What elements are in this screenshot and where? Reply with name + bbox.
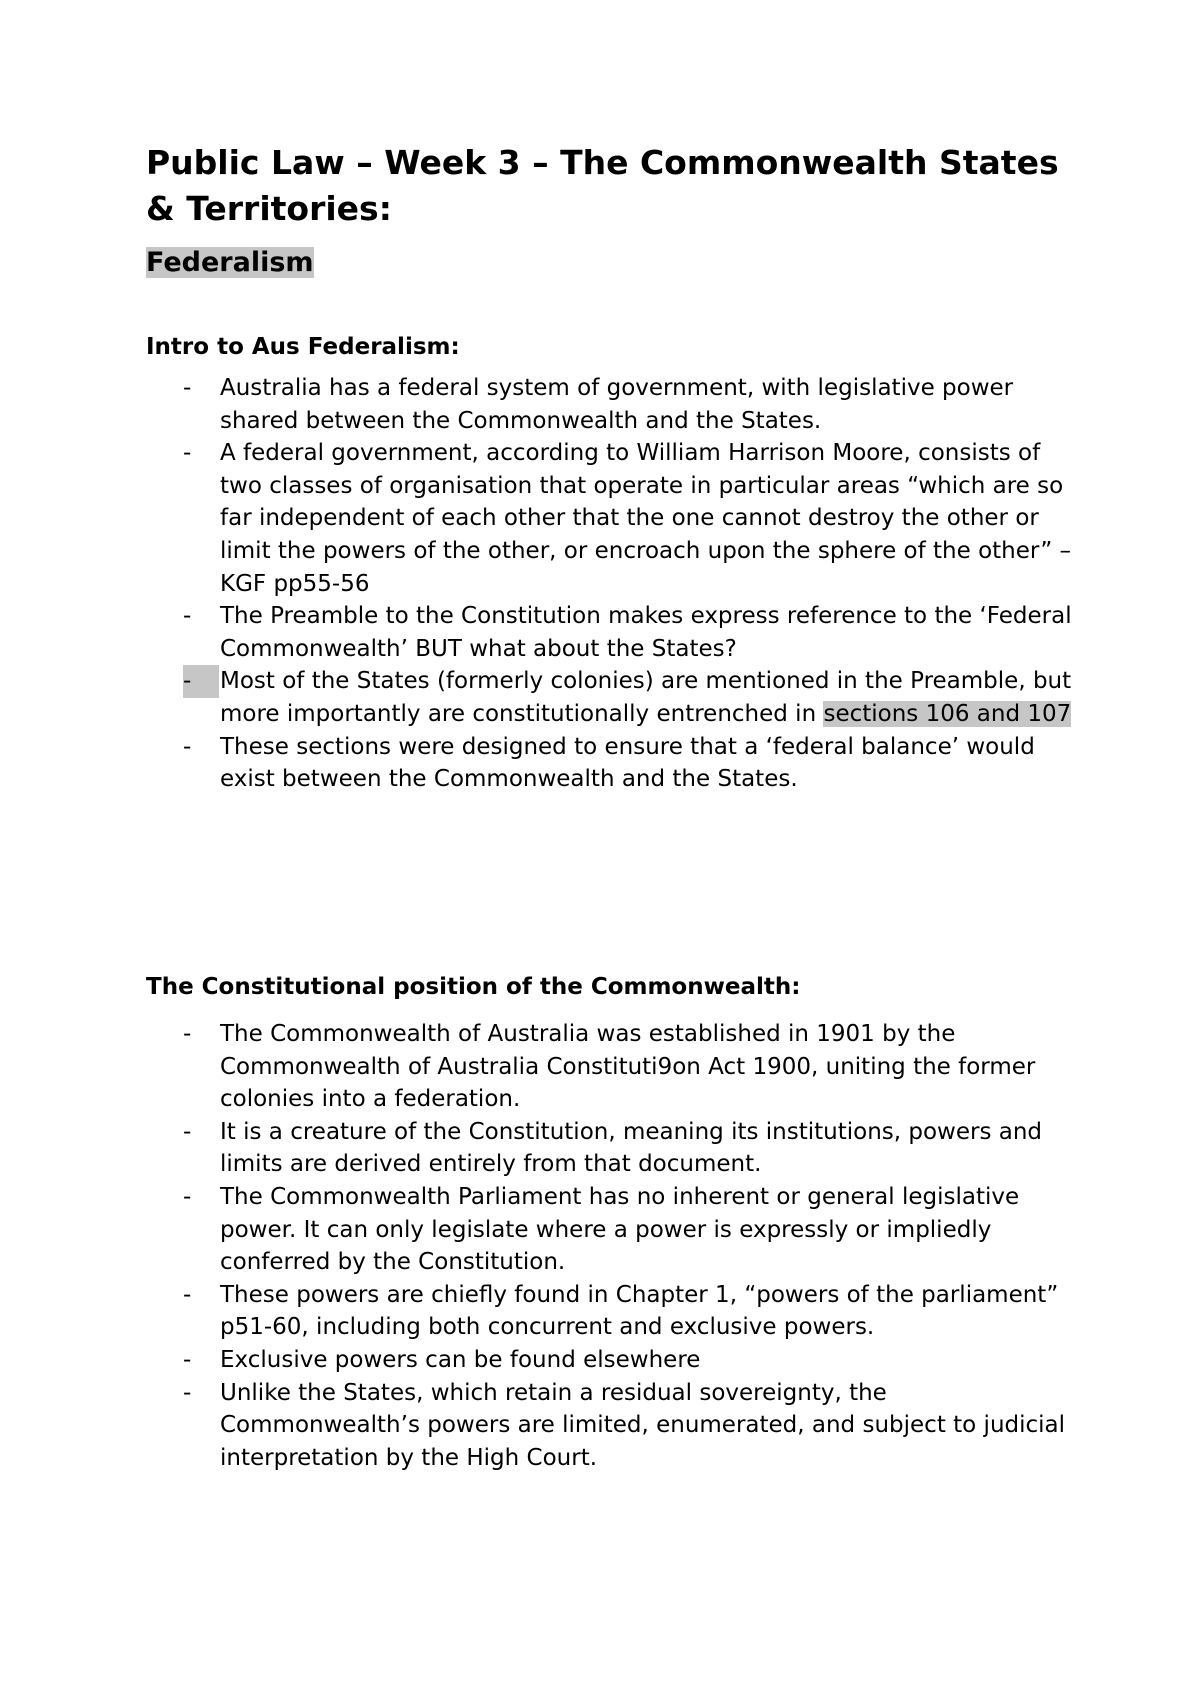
bullet-text: A federal government, according to William Harrison Moore, consists of two classes of organisation that operate in particular areas “which are so far independent of each other that the one cannot destroy the other or limit the powers of the other, or encroach upon the sphere of the other” – KGF pp55-56: [220, 440, 1072, 597]
bullet-marker: -: [183, 375, 192, 401]
bullet-text: These powers are chiefly found in Chapter 1, “powers of the parliament” p51-60, including both concurrent and exclusive powers.: [220, 1281, 1059, 1341]
bullet-text: The Commonwealth of Australia was established in 1901 by the Commonwealth of Australia Constituti9on Act 1900, uniting the former colonies into a federation.: [220, 1021, 1036, 1113]
list-item: [146, 437, 1076, 600]
bullet-marker: -: [183, 733, 192, 760]
subheading-constitutional-position: The Constitutional position of the Commonwealth:: [146, 974, 801, 1000]
list-item: [146, 372, 1076, 437]
list-item: [146, 665, 1076, 730]
bullet-text: The Preamble to the Constitution makes express reference to the ‘Federal Commonwealth’ BUT what about the States?: [220, 603, 1072, 662]
bullet-marker: -: [183, 1346, 192, 1373]
list-item: [146, 731, 1076, 796]
intro-bullet-list: [146, 372, 1076, 796]
list-item: [146, 1116, 1076, 1181]
subheading-intro-federalism: Intro to Aus Federalism:: [146, 334, 460, 360]
commonwealth-bullet-list: [146, 1018, 1076, 1474]
bullet-marker-highlighted: -: [183, 665, 219, 698]
list-item: [146, 1377, 1076, 1475]
list-item: [146, 600, 1076, 665]
bullet-marker: -: [183, 1379, 192, 1406]
bullet-text: These sections were designed to ensure that a ‘federal balance’ would exist between the Commonwealth and the States.: [220, 733, 1035, 793]
bullet-text: It is a creature of the Constitution, meaning its institutions, powers and limits are derived entirely from that document.: [220, 1118, 1043, 1178]
bullet-marker: -: [183, 603, 192, 630]
highlighted-sections-text: sections 106 and 107: [823, 700, 1072, 727]
bullet-marker: -: [183, 1183, 192, 1210]
bullet-text: Most of the States (formerly colonies) are mentioned in the Preamble, but more importantly are constitutionally entrenched in: [220, 668, 1072, 727]
bullet-text: Australia has a federal system of government, with legislative power shared between the Commonwealth and the States.: [220, 375, 1014, 434]
list-item: [146, 1018, 1076, 1116]
section-heading-federalism: [146, 244, 314, 282]
bullet-marker: -: [183, 1281, 192, 1308]
bullet-marker: -: [183, 1118, 192, 1145]
bullet-marker: -: [183, 1021, 192, 1047]
list-item: [146, 1181, 1076, 1279]
list-item: [146, 1344, 1076, 1377]
bullet-text: Unlike the States, which retain a residual sovereignty, the Commonwealth’s powers are limited, enumerated, and subject to judicial interpretation by the High Court.: [220, 1379, 1066, 1471]
document-title: Public Law – Week 3 – The Commonwealth States & Territories:: [146, 143, 1059, 228]
bullet-text: Exclusive powers can be found elsewhere: [220, 1346, 701, 1373]
bullet-text: The Commonwealth Parliament has no inherent or general legislative power. It can only legislate where a power is expressly or impliedly conferred by the Constitution.: [220, 1183, 1020, 1276]
list-item: [146, 1279, 1076, 1344]
bullet-marker: -: [183, 440, 192, 467]
federalism-highlight: Federalism: [146, 247, 314, 278]
